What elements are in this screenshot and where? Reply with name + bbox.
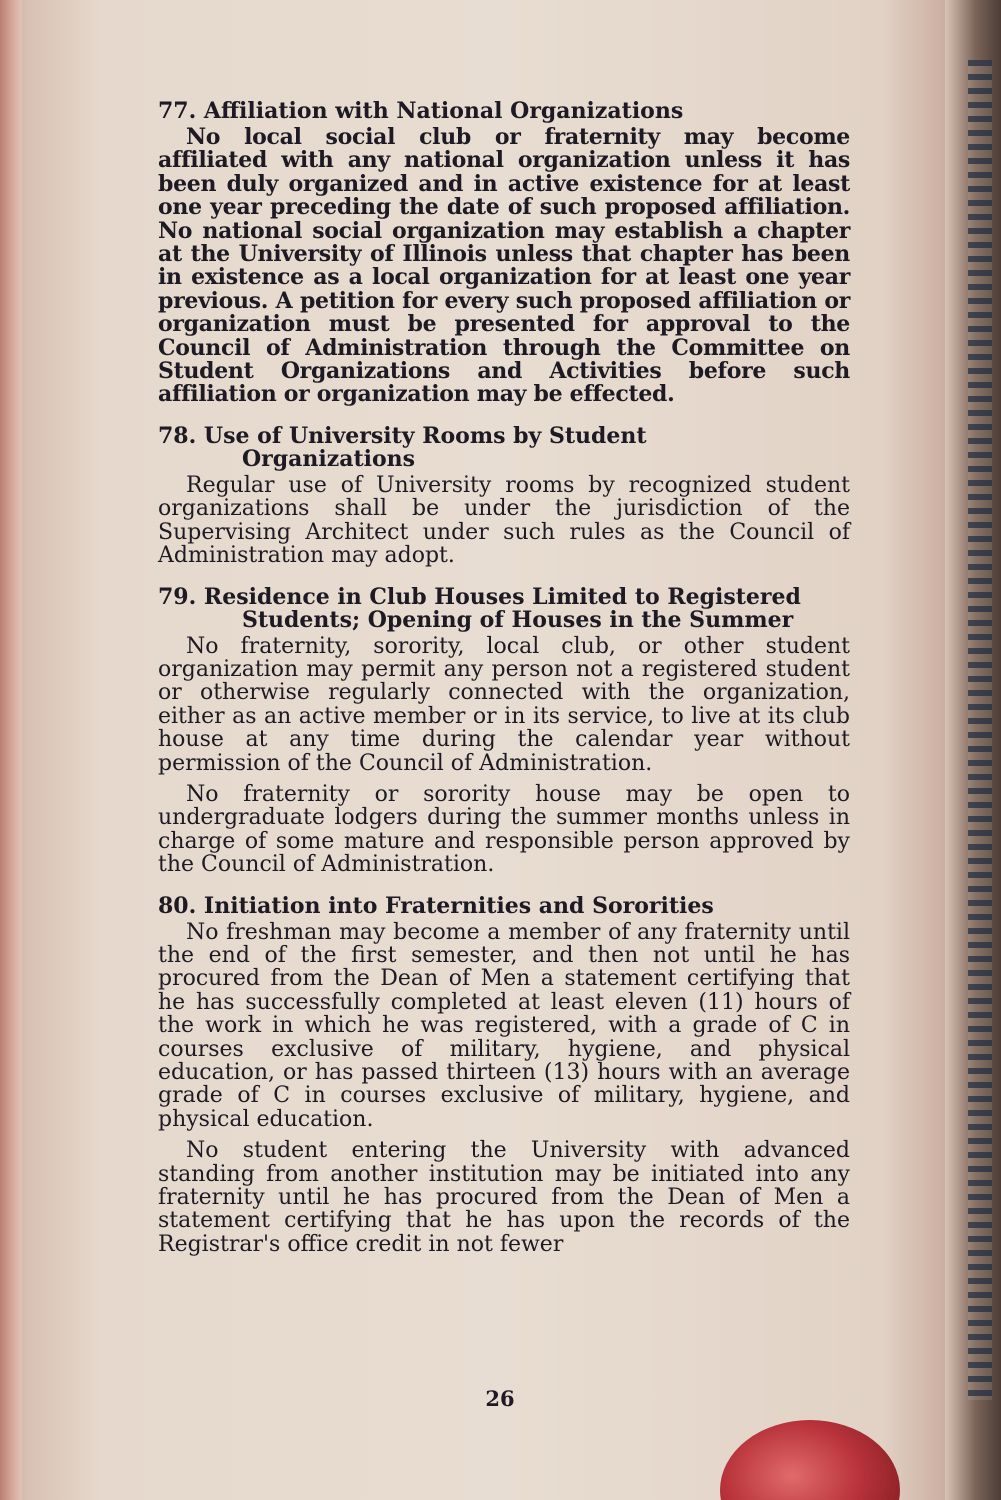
section-78 — [150, 422, 850, 569]
section-paragraph: No freshman may become a member of any fraternity until the end of the first semester, and then not until he has procured from the Dean of Men a statement certifying that he has successfully completed at least eleven (11) hours of the work in which he was registered, with a grade of C in courses exclusive of military, hygiene, and physical education, or has passed thirteen (13) hours with an average grade of C in courses exclusive of military, hygiene, and physical education. — [158, 919, 850, 1132]
section-80 — [150, 892, 850, 1257]
page-left-edge — [0, 0, 22, 1500]
spine-page-edges — [968, 60, 992, 1400]
section-heading: 77. Affiliation with National Organizations — [158, 98, 684, 124]
heading-line-2: Students; Opening of Houses in the Summer — [242, 606, 794, 633]
section-paragraph: No student entering the University with advanced standing from another institution may be initiated into any fraternity until he has procured from the Dean of Men a statement certifying that he has upon the records of the Registrar's office credit in not fewer — [158, 1138, 850, 1257]
section-heading — [158, 422, 850, 472]
heading-line-1: 78. Use of University Rooms by Student — [158, 422, 647, 449]
section-79 — [150, 583, 850, 878]
section-heading: 80. Initiation into Fraternities and Sororities — [158, 892, 714, 919]
heading-line-2: Organizations — [242, 445, 416, 472]
heading-line-1: 79. Residence in Club Houses Limited to Registered — [158, 583, 801, 610]
page-number: 26 — [485, 1386, 515, 1411]
section-paragraph: No fraternity, sorority, local club, or other student organization may permit any person not a registered student or otherwise regularly connected with the organization, either as an active member or in its service, to live at its club house at any time during the calendar year without permission of the Council of Administration. — [158, 633, 850, 776]
section-heading — [158, 583, 850, 633]
section-paragraph: No fraternity or sorority house may be open to undergraduate lodgers during the summer months unless in charge of some mature and responsible person approved by the Council of Administration. — [158, 781, 850, 878]
section-paragraph: No local social club or fraternity may become affiliated with any national organization unless it has been duly organized and in active existence for at least one year preceding the date of such proposed affiliation. No national social organization may establish a chapter at the University of Illinois unless that chapter has been in existence as a local organization for at least one year previous. A petition for every such proposed affiliation or organization must be presented for approval to the Council of Administration through the Committee on Student Organizations and Activities before such affiliation or organization may be effected. — [158, 124, 850, 408]
page-text-block — [150, 100, 850, 1274]
section-77 — [150, 100, 850, 407]
section-paragraph: Regular use of University rooms by recognized student organizations shall be under the jurisdiction of the Supervising Architect under such rules as the Council of Administration may adopt. — [158, 472, 850, 569]
thumb — [720, 1420, 900, 1500]
